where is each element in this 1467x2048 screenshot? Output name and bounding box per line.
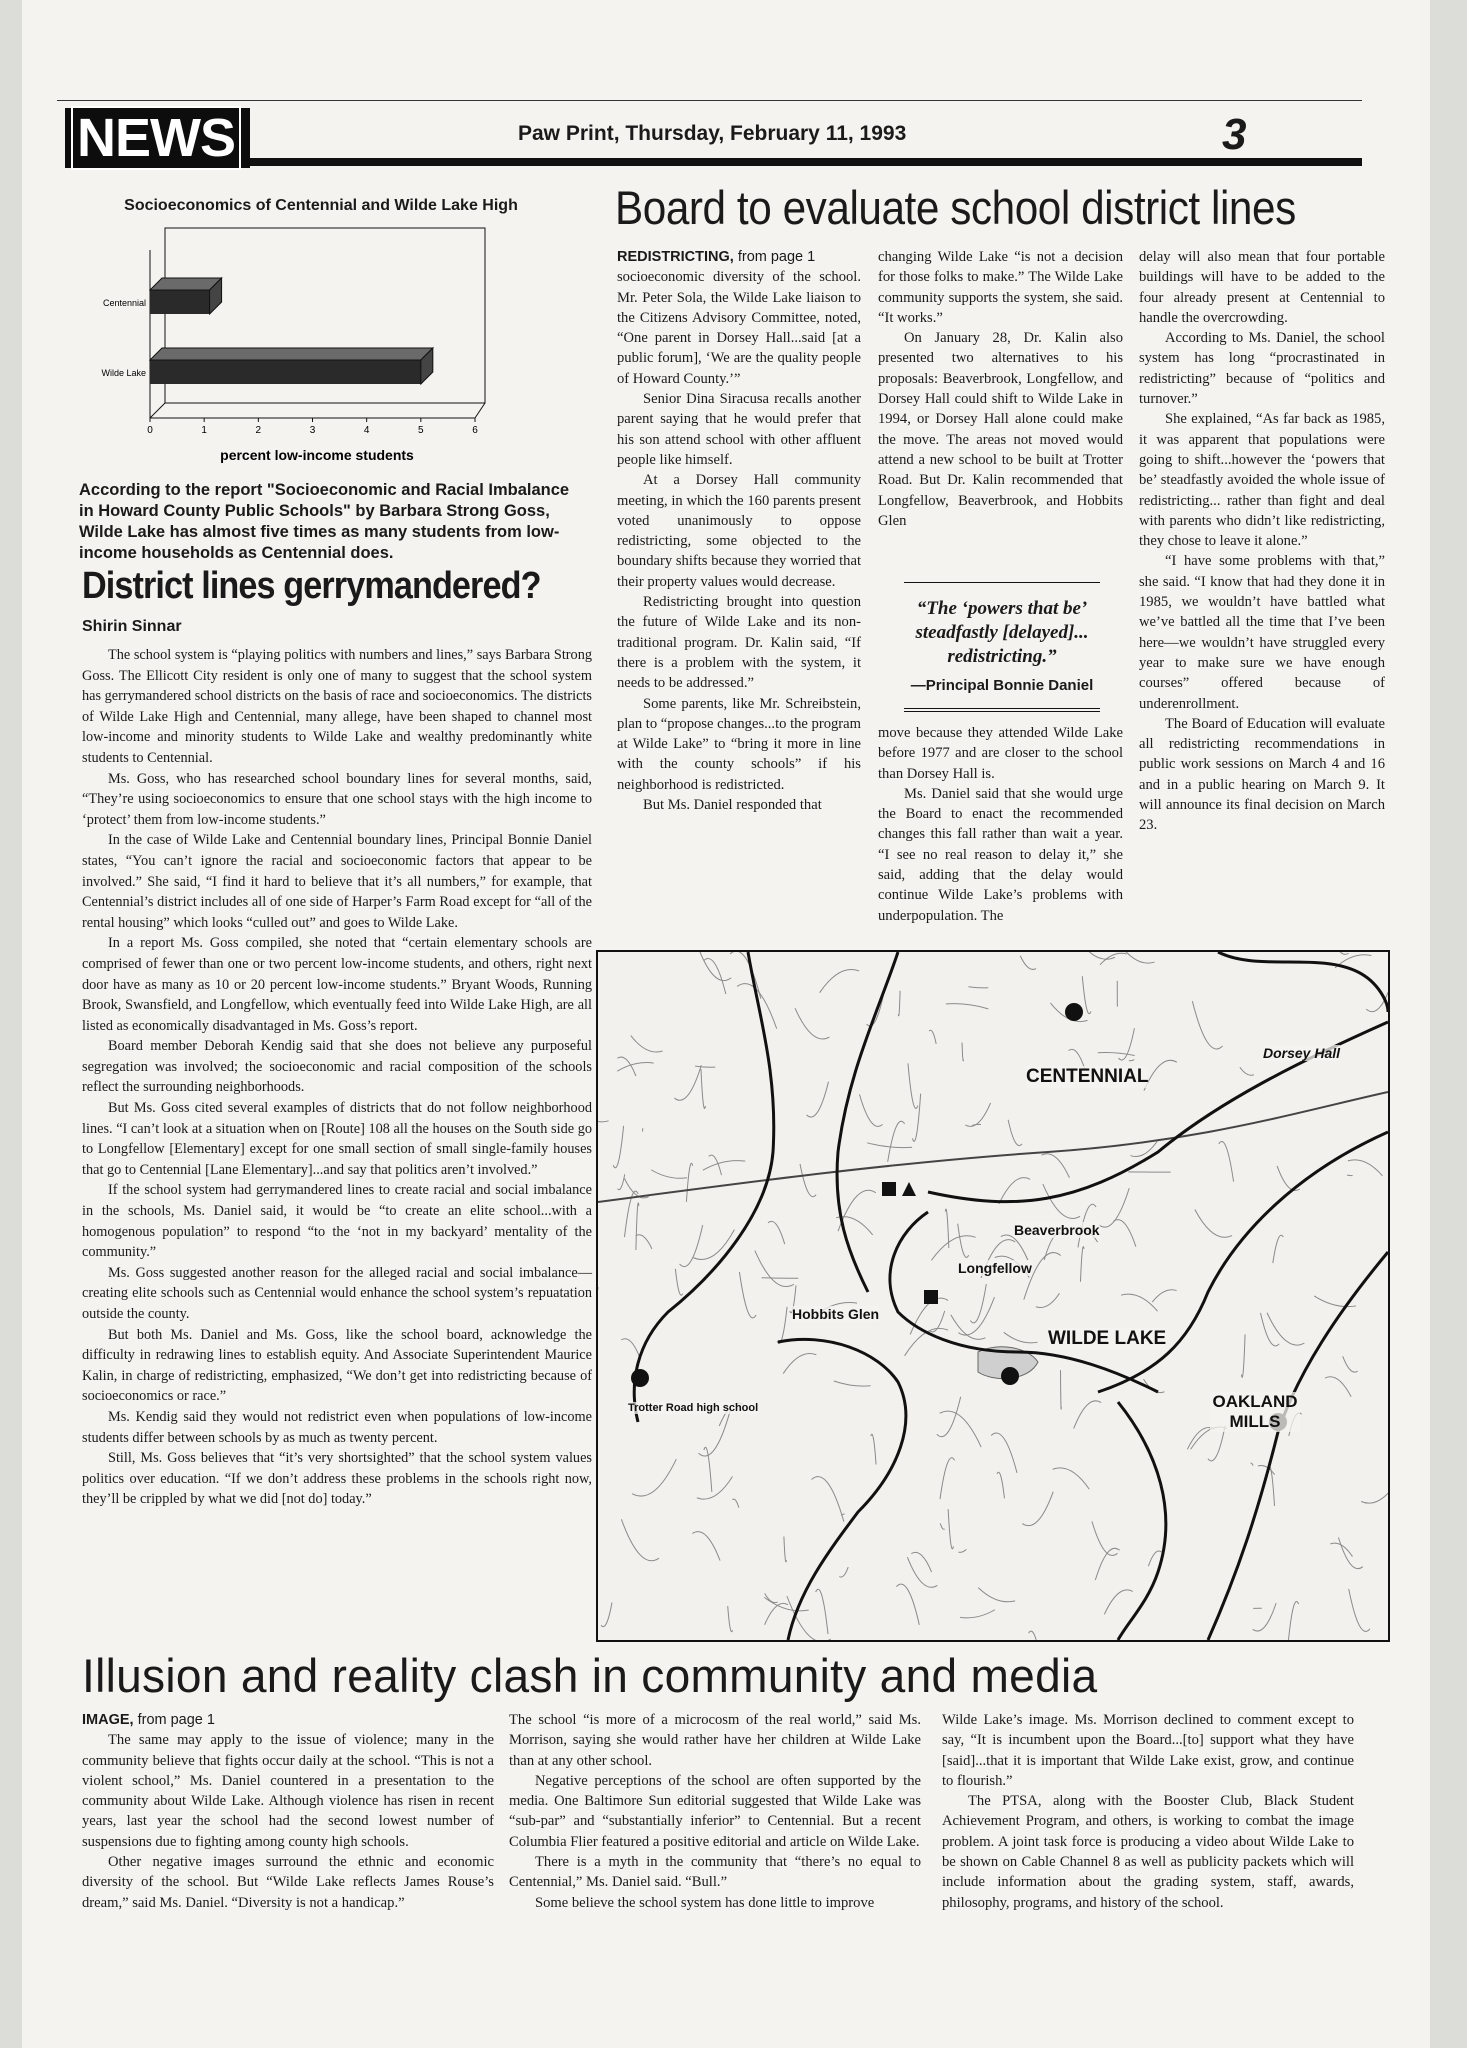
map-road — [1099, 1188, 1130, 1227]
chart-bar-centennial — [150, 290, 210, 314]
map-road — [1043, 1184, 1080, 1218]
map-road — [765, 1603, 788, 1624]
map-road — [991, 1433, 1017, 1473]
map-label-hobbits-glen: Hobbits Glen — [792, 1306, 880, 1322]
map-road — [871, 1434, 876, 1464]
chart-tick-label: 3 — [309, 425, 316, 436]
map-road — [674, 1065, 701, 1100]
map-road — [728, 1606, 733, 1632]
map-road — [948, 1509, 953, 1549]
map-road — [636, 1235, 652, 1249]
map-label-wilde-lake: WILDE LAKE — [1048, 1328, 1167, 1349]
boundary-dorsey-hall — [1218, 952, 1388, 1012]
jump-line — [617, 247, 861, 267]
newspaper-page — [22, 0, 1430, 2048]
chart-tick-label: 2 — [255, 425, 262, 436]
map-road — [807, 1082, 829, 1117]
jump-from: from page 1 — [133, 1712, 215, 1728]
paragraph: Senior Dina Siracusa recalls another parent saying that he would prefer that his son attend school with other affluent people like himself. — [617, 391, 861, 468]
map-road — [1080, 1247, 1084, 1282]
paragraph: move because they attended Wilde Lake before 1977 and are closer to the school than Dorsey Hall is. — [878, 725, 1123, 782]
boundary-trotter — [778, 1339, 906, 1640]
paragraph: According to Ms. Daniel, the school system has long “procrastinated in redistricting” because of “politics and turnover.” — [1139, 330, 1385, 408]
map-road — [1082, 976, 1091, 1014]
map-road — [762, 1278, 799, 1279]
board-article-col3 — [1139, 247, 1385, 836]
map-road — [859, 1094, 882, 1126]
chart-tick-label: 0 — [147, 425, 153, 436]
map-road — [800, 1164, 816, 1197]
map-road — [1338, 1537, 1362, 1568]
pull-quote-rule-top — [904, 582, 1100, 583]
map-road — [1020, 956, 1036, 970]
paragraph: But Ms. Goss cited several examples of districts that do not follow neighborhood lines. “I can’t look at a situation when on [Route] 108 all the houses on the South side go to Longfellow [Elementary] except for one small section of small single-family houses that go to Centennial [Lane Elementary]...and say that politics aren’t involved.” — [82, 1100, 592, 1178]
chart-bar-wilde-lake — [150, 360, 421, 384]
map-road — [968, 987, 988, 988]
map-road — [1349, 1589, 1370, 1631]
map-road — [1029, 1631, 1041, 1640]
paragraph: Some believe the school system has done little to improve — [535, 1894, 875, 1911]
map-road — [680, 1225, 703, 1267]
district-map — [596, 950, 1390, 1642]
board-article-col2-top — [878, 247, 1123, 531]
map-road — [618, 1174, 625, 1189]
district-article-body — [82, 645, 592, 1510]
map-road — [693, 1230, 734, 1260]
map-road — [1104, 1590, 1132, 1614]
illusion-headline: Illusion and reality clash in community and media — [82, 1649, 1098, 1702]
map-road — [795, 1008, 829, 1039]
paragraph: There is a myth in the community that “there’s no equal to Centennial,” Ms. Daniel said. “Bull.” — [509, 1854, 921, 1891]
chart-tick-label: 1 — [201, 425, 207, 436]
paragraph: At a Dorsey Hall community meeting, in which the 160 parents present voted unanimously to oppose redistricting, some objected to the boundary shifts because they worried that their property values would decrease. — [617, 472, 861, 590]
map-road — [737, 984, 777, 1029]
map-road — [1036, 1293, 1060, 1307]
map-road — [1072, 952, 1115, 959]
map-road — [1267, 1313, 1304, 1345]
paragraph: The same may apply to the issue of violence; many in the community believe that fights occur daily at the school. “This is not a violent school,” Ms. Daniel countered in a presentation to the community about Wilde Lake. Although violence has risen in recent years, last year the school had the second lowest number of suspensions due to fighting among county high schools. — [82, 1732, 494, 1850]
boundary-west — [634, 952, 774, 1422]
illusion-article-col2 — [509, 1710, 921, 1913]
map-road — [1074, 1401, 1102, 1429]
map-label-trotter-road: Trotter Road high school — [628, 1402, 759, 1414]
map-road — [1129, 1060, 1134, 1061]
map-road — [1004, 1332, 1038, 1343]
boundary-wilde-lake-east — [1118, 1402, 1166, 1640]
map-road — [1144, 1060, 1177, 1090]
map-road — [699, 1411, 731, 1456]
paragraph: On January 28, Dr. Kalin also presented two alternatives to his proposals: Beaverbrook, Longfellow, and Dorsey Hall could shift to Wilde Lake in 1994, or Dorsey Hall alone could make the move. The areas not moved would attend a new school to be built at Trotter Road. But Dr. Kalin recommended that Longfellow, Beaverbrook, and Hobbits Glen — [878, 330, 1123, 529]
paragraph: Some parents, like Mr. Schreibstein, plan to “propose changes...to the program at Wilde Lake” to “bring it more in line with the county schools” if his neighborhood is redistricted. — [617, 695, 861, 793]
map-road — [621, 1339, 640, 1358]
masthead-title: Paw Print, Thursday, February 11, 1993 — [518, 122, 907, 145]
map-road — [839, 1567, 848, 1577]
map-label-longfellow: Longfellow — [958, 1260, 1032, 1276]
board-of-education-marker — [882, 1182, 896, 1196]
map-road — [784, 1537, 787, 1562]
map-road — [1343, 1356, 1358, 1372]
paragraph: Ms. Goss suggested another reason for the alleged racial and social imbalance—creating elite schools such as Centennial would enhance the school system’s repuatation outside the county. — [82, 1264, 592, 1322]
map-road — [1061, 1370, 1062, 1409]
map-label-centennial: CENTENNIAL — [1026, 1066, 1149, 1087]
map-road — [898, 991, 900, 1016]
map-road — [636, 1203, 639, 1250]
chart — [65, 185, 577, 475]
jump-from: from page 1 — [733, 249, 816, 265]
map-road — [598, 1105, 609, 1122]
trotter-road-school-marker — [631, 1369, 649, 1387]
map-road — [613, 1126, 623, 1168]
map-road — [701, 1069, 705, 1108]
map-road — [940, 1523, 944, 1529]
map-road — [946, 1004, 989, 1009]
jump-line — [82, 1710, 494, 1730]
map-road — [1253, 1603, 1276, 1631]
centennial-school-marker — [1065, 1003, 1083, 1021]
paragraph: “I have some problems with that,” she said. “I know that had they done it in 1985, we wouldn’t have battled what we’ve battled all the time that I’ve been here—we wouldn’t have struggled every year to make sure we have enough courses” offered because of underenrollment. — [1139, 553, 1385, 712]
paragraph: socioeconomic diversity of the school. Mr. Peter Sola, the Wilde Lake liaison to the Citizens Advisory Committee, noted, “One parent in Dorsey Hall...said [at a public forum], ‘We are the quality people of Howard County.’” — [617, 269, 861, 387]
chart-category-label: Wilde Lake — [101, 368, 146, 378]
map-road — [1251, 1463, 1253, 1466]
paragraph: The school system is “playing politics with numbers and lines,” says Barbara Strong Goss. The Ellicott City resident is only one of many to suggest that the school system has gerrymandered school districts on the basis of race and socioeconomics. The districts of Wilde Lake High and Centennial, many allege, have been shaped to channel most low-income and minority students to Wilde Lake and wealthy predominantly white students to Centennial. — [82, 647, 592, 766]
chart-xlabel: percent low-income students — [220, 447, 414, 463]
chart-title: Socioeconomics of Centennial and Wilde Lake High — [124, 197, 518, 214]
map-road — [1053, 1468, 1090, 1489]
map-road — [709, 1155, 722, 1175]
map-road — [695, 1066, 715, 1067]
map-road — [911, 1552, 931, 1572]
chart-category-label: Centennial — [102, 298, 146, 308]
map-road — [958, 1297, 994, 1335]
map-road — [703, 1161, 745, 1171]
paragraph: If the school system had gerrymandered lines to create racial and social imbalance in the schools, Ms. Daniel said, it would be “to create an elite school...with a homogenous population” to respond “to the ‘not in my backyard’ mentality of the community.” — [82, 1182, 592, 1261]
map-road — [1022, 1492, 1053, 1526]
map-road — [1288, 1602, 1299, 1640]
map-road — [1273, 1235, 1283, 1263]
masthead-rule — [250, 158, 1362, 166]
map-road — [621, 1519, 659, 1560]
paragraph: Board member Deborah Kendig said that she does not believe any purposeful segregation was involved; the socioeconomic and racial composition of the schools reflect the surrounding neighborhoods. — [82, 1038, 592, 1096]
chart-bar-top-wilde-lake — [150, 348, 433, 360]
map-road — [1361, 1477, 1388, 1503]
map-road — [940, 1458, 955, 1499]
map-road — [675, 1269, 682, 1295]
map-road — [867, 1143, 912, 1148]
district-headline: District lines gerrymandered? — [82, 565, 541, 607]
paragraph: The school “is more of a microcosm of the real world,” said Ms. Morrison, saying she would rather have her children at Wilde Lake than at any other school. — [509, 1712, 921, 1769]
boundary-centennial-west — [837, 952, 898, 1292]
top-rule — [57, 100, 1362, 101]
map-road — [739, 1272, 756, 1318]
map-label-dorsey-hall: Dorsey Hall — [1263, 1045, 1341, 1061]
paragraph: In a report Ms. Goss compiled, she noted that “certain elementary schools are comprised of fewer than one or two percent low-income students, and others, right next door have as many as 10 or 20 percent low-income students.” Bryant Woods, Running Brook, Swansfield, and Longfellow, which eventually feed into Wilde Lake High, are all listed as economically disadvantaged in Ms. Goss’s report. — [82, 935, 592, 1034]
map-road — [783, 1354, 816, 1374]
map-road — [997, 1472, 1004, 1498]
paragraph: She explained, “As far back as 1985, it was apparent that populations were going to shift...however the ‘powers that be’ steadfastly avoided the whole issue of redistricting... rather than fight and deal with parents who didn’t like redistricting, they chose to leave it alone.” — [1139, 411, 1385, 550]
map-road — [651, 1170, 687, 1178]
paragraph: changing Wilde Lake “is not a decision for those folks to make.” The Wilde Lake community supports the system, she said. “It works.” — [878, 249, 1123, 326]
map-road — [931, 1236, 975, 1261]
paragraph: Ms. Kendig said they would not redistrict even when populations of low-income students differ between schools by as much as twenty percent. — [82, 1408, 592, 1446]
paragraph: Ms. Daniel said that she would urge the Board to enact the recommended changes this fall rather than wait a year. “I see no real reason to delay it,” she said, adding that the delay would continue Wilde Lake’s problems with underpopulation. The — [878, 785, 1123, 924]
cedar-lane-marker — [924, 1290, 938, 1304]
map-road — [958, 1224, 969, 1258]
map-road — [617, 1063, 653, 1072]
chart-tick-label: 6 — [472, 425, 478, 436]
chart-floor-left — [150, 403, 165, 418]
map-road — [912, 1094, 920, 1142]
map-road — [1332, 952, 1349, 954]
map-road — [694, 952, 732, 981]
board-headline: Board to evaluate school district lines — [615, 181, 1296, 234]
map-road — [1098, 1053, 1135, 1056]
map-label-beaverbrook: Beaverbrook — [1014, 1222, 1100, 1238]
map-road — [965, 1103, 990, 1126]
illusion-article-col1 — [82, 1710, 494, 1913]
map-road — [1195, 1209, 1232, 1237]
jump-label: IMAGE, — [82, 1712, 134, 1728]
paragraph: But Ms. Daniel responded that — [643, 797, 822, 814]
jump-label: REDISTRICTING, — [617, 249, 734, 265]
map-road — [978, 1588, 1015, 1602]
map-road — [1219, 1141, 1234, 1181]
map-road — [962, 1043, 964, 1061]
map-road — [732, 1499, 739, 1508]
map-label-oakland-mills: OAKLAND MILLS — [1210, 1392, 1300, 1432]
chart-tick-label: 4 — [363, 425, 370, 436]
map-road — [970, 1284, 986, 1323]
pull-quote-text: “The ‘powers that be’ steadfastly [delayed]... redistricting.” — [915, 598, 1089, 667]
map-road — [908, 1063, 918, 1108]
map-road — [697, 1477, 733, 1500]
paragraph: Wilde Lake’s image. Ms. Morrison declined to comment except to say, “It is incumbent upon the Board...[to] support what they have [said]...that it is important that Wilde Lake exist, grow, and continue to flourish.” — [942, 1712, 1354, 1789]
map-road — [1268, 1466, 1274, 1506]
map-road — [812, 1477, 844, 1522]
map-road — [765, 1593, 778, 1602]
map-road — [1240, 1067, 1254, 1075]
map-road — [888, 1121, 905, 1162]
map-road — [1121, 1294, 1158, 1311]
map-road — [1241, 1334, 1245, 1377]
map-road — [816, 1589, 828, 1634]
chart-caption: According to the report "Socioeconomic and Racial Imbalance in Howard County Public Schools" by Barbara Strong Goss, Wilde Lake has almost five times as many students from low-income households as Centennial does. — [79, 481, 570, 562]
pull-quote-attribution: —Principal Bonnie Daniel — [910, 677, 1094, 694]
map-road — [960, 1610, 995, 1618]
map-road — [1348, 1160, 1382, 1176]
pull-quote — [892, 582, 1112, 712]
map-road — [755, 1251, 794, 1287]
map-road — [958, 1549, 966, 1552]
map-road — [940, 1411, 981, 1447]
paragraph: Ms. Goss, who has researched school boundary lines for several months, said, “They’re using socioeconomics to ensure that one school stays with the high income to ‘protect’ them from low-income students.” — [82, 770, 592, 828]
paragraph: Negative perceptions of the school are often supported by the media. One Baltimore Sun editorial suggested that Wilde Lake was “sub-par” and “substantially inferior” to Centennial. But a recent Columbia Flier featured a positive editorial and article on Wilde Lake. — [509, 1772, 921, 1850]
paragraph: The Board of Education will evaluate all redistricting recommendations in public work sessions on March 4 and 16 and in a public hearing on March 9. It will announce its final decision on March 23. — [1139, 715, 1385, 834]
map-road — [1113, 1220, 1136, 1247]
paragraph: Other negative images surround the ethnic and economic diversity of the school. But “Wilde Lake reflects James Rouse’s dream,” said Ms. Daniel. “Diversity is not a handicap.” — [82, 1854, 494, 1911]
paragraph: delay will also mean that four portable buildings will have to be added to the four already present at Centennial to handle the overcrowding. — [1139, 249, 1385, 326]
map-road — [631, 1036, 663, 1052]
map-road — [1042, 1154, 1070, 1178]
map-route-108 — [598, 1092, 1388, 1202]
illusion-article-col3 — [942, 1710, 1354, 1913]
boundary-oakland-mills — [1208, 1252, 1388, 1640]
map-road — [834, 1381, 871, 1386]
map-road — [945, 1209, 949, 1248]
map-road — [1192, 1001, 1222, 1049]
map-road — [777, 1307, 787, 1344]
map-road — [1092, 1521, 1117, 1555]
map-road — [601, 1602, 612, 1626]
wilde-lake-school-marker — [1001, 1367, 1019, 1385]
section-label: NEWS — [65, 108, 250, 168]
map-road — [896, 1584, 919, 1625]
paragraph: Still, Ms. Goss believes that “it’s very shortsighted” that the school system values politics over education. “If we don’t address these problems in the schools right now, they’ll be crippled by what we did [not do] today.” — [82, 1450, 592, 1508]
map-road — [1325, 1377, 1351, 1397]
paragraph: Redistricting brought into question the future of Wilde Lake and its non-traditional program. Dr. Kalin said, “If there is a problem with the system, it needs to be addressed.” — [617, 594, 861, 692]
map-road — [768, 1221, 785, 1244]
map-road — [1008, 1120, 1022, 1146]
map-road — [1152, 1290, 1176, 1302]
map-road — [951, 1315, 986, 1340]
district-byline: Shirin Sinnar — [82, 618, 182, 635]
map-road — [686, 1163, 692, 1202]
map-road — [929, 1030, 936, 1044]
map-road — [937, 1397, 961, 1437]
chart-plot — [65, 220, 577, 475]
map-road — [820, 969, 860, 992]
map-road — [1366, 970, 1388, 1011]
paragraph: But both Ms. Daniel and Ms. Goss, like the school board, acknowledge the difficulty in redrawing lines to establish equity. And Associate Superintendent Maurice Kalin, in charge of redistricting, emphasized, “We don’t get into redistricting because of socioeconomics or race.” — [82, 1326, 592, 1405]
map-road — [692, 1532, 720, 1561]
map-road — [907, 1557, 937, 1587]
chart-floor-right — [475, 403, 485, 418]
page-number: 3 — [1222, 110, 1247, 159]
boundary-beaverbrook — [1098, 1132, 1388, 1392]
map-road — [632, 1459, 676, 1496]
pull-quote-rule-bottom — [904, 708, 1100, 712]
paragraph: In the case of Wilde Lake and Centennial boundary lines, Principal Bonnie Daniel states, “You can’t ignore the racial and socioeconomic factors that appear to be involved.” She said, “I find it hard to believe that it’s all numbers,” for example, that Centennial’s district includes all of one side of Harper’s Farm Road except for “all of the rental housing” which looks “culled out” and goes to Wilde Lake. — [82, 832, 592, 931]
paragraph: The PTSA, along with the Booster Club, Black Student Achievement Program, and others, is working to combat the image problem. A joint task force is producing a video about Wilde Lake to be shown on Cable Channel 8 as well as publicity packets which will include information about the grading system, staff, awards, philosophy, programs, and history of the school. — [942, 1793, 1354, 1911]
triangle-marker — [902, 1182, 916, 1196]
chart-tick-label: 5 — [418, 425, 424, 436]
board-article-col2-bottom — [878, 723, 1123, 926]
board-article-col1 — [617, 247, 861, 815]
